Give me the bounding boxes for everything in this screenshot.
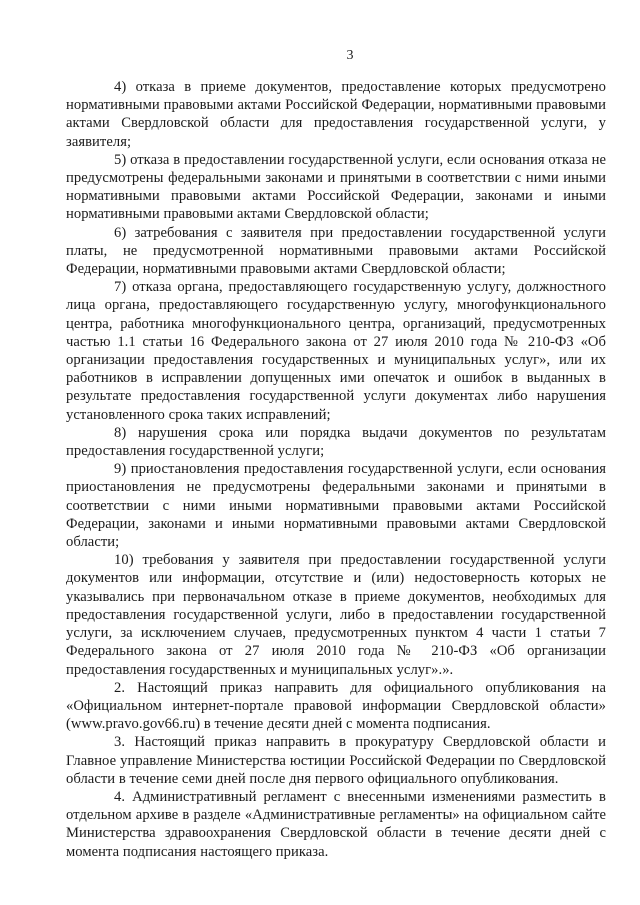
paragraph-item-4: 4) отказа в приеме документов, предоставление которых предусмотрено нормативными правовыми актами Российской Федерации, нормативными правовыми актами Свердловской области для предоставления государственной услуги, у заявителя;: [66, 79, 606, 150]
paragraph-item-9: 9) приостановления предоставления государственной услуги, если основания приостановления не предусмотрены федеральными законами и принятыми в соответствии с ними иными нормативными правовыми актами Российской Федерации, законами и иными нормативными правовыми актами Свердловской области;: [66, 461, 606, 551]
paragraph-item-8: 8) нарушения срока или порядка выдачи документов по результатам предоставления государственной услуги;: [66, 424, 606, 460]
paragraph-item-7: 7) отказа органа, предоставляющего государственную услугу, должностного лица органа, предоставляющего государственную услугу, многофункционального центра, работника многофункционального центра, организаций, предусмотренных частью 1.1 статьи 16 Федерального закона от 27 июля 2010 года № 210-ФЗ «Об организации предоставления государственных и муниципальных услуг», или их работников в исправлении допущенных ими опечаток и ошибок в выданных в результате предоставления государственной услуги документах либо нарушения установленного срока таких исправлений;: [66, 279, 606, 423]
page-number: 3: [346, 48, 354, 63]
paragraph-clause-4: 4. Административный регламент с внесенными изменениями разместить в отдельном архиве в разделе «Административные регламенты» на официальном сайте Министерства здравоохранения Свердловской области в течение десяти дней с момента подписания настоящего приказа.: [66, 788, 606, 860]
paragraph-item-10: 10) требования у заявителя при предоставлении государственной услуги документов или информации, отсутствие и (или) недостоверность которых не указывались при первоначальном отказе в приеме документов, необходимых для предоставления государственной услуги, либо в предоставлении государственной услуги, за исключением случаев, предусмотренных пунктом 4 части 1 статьи 7 Федерального закона от 27 июля 2010 года № 210-ФЗ «Об организации предоставления государственных и муниципальных услуг».».: [66, 552, 606, 678]
paragraph-clause-3: 3. Настоящий приказ направить в прокуратуру Свердловской области и Главное управление Министерства юстиции Российской Федерации по Свердловской области в течение семи дней после дня первого официального опубликования.: [66, 734, 606, 787]
paragraph-item-6: 6) затребования с заявителя при предоставлении государственной услуги платы, не предусмотренной нормативными правовыми актами Российской Федерации, нормативными правовыми актами Свердловской области;: [66, 224, 606, 278]
paragraph-item-5: 5) отказа в предоставлении государственной услуги, если основания отказа не предусмотрены федеральными законами и принятыми в соответствии с ними иными нормативными правовыми актами Российской Федерации, законами и иными нормативными правовыми актами Свердловской области;: [66, 151, 606, 223]
paragraph-clause-2: 2. Настоящий приказ направить для официального опубликования на «Официальном интернет-портале правовой информации Свердловской области» (www.pravo.gov66.ru) в течение десяти дней с момента подписания.: [66, 679, 606, 733]
